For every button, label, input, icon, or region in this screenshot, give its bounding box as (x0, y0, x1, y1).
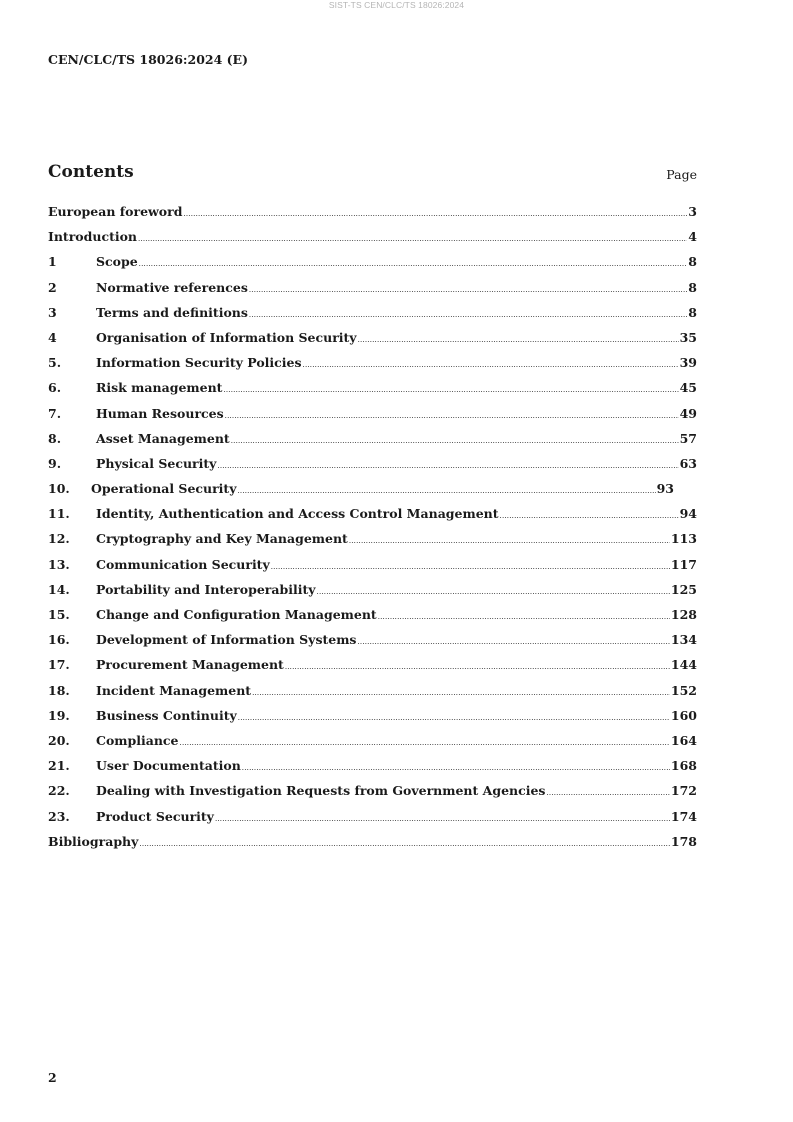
toc-entry-20[interactable] (48, 733, 697, 758)
toc-entry-number: 20. (48, 732, 70, 748)
toc-dot-leader (378, 613, 670, 621)
toc-entry-title: Scope (96, 254, 138, 270)
toc-entry-page: 57 (679, 430, 697, 446)
toc-entry-bibliography[interactable] (48, 834, 697, 859)
toc-entry-number: 5. (48, 355, 62, 371)
document-id: CEN/CLC/TS 18026:2024 (E) (48, 52, 248, 67)
toc-dot-leader (242, 764, 670, 772)
toc-entry-european-foreword[interactable] (48, 204, 697, 229)
toc-entry-page: 134 (670, 632, 697, 648)
toc-entry-number: 4 (48, 329, 57, 345)
toc-entry-page: 172 (670, 783, 697, 799)
toc-entry-number: 1 (48, 254, 57, 270)
toc-entry-14[interactable] (48, 582, 697, 607)
toc-dot-leader (271, 563, 670, 571)
toc-dot-leader (180, 739, 670, 747)
toc-entry-title: Terms and definitions (96, 304, 248, 320)
footer-page-number: 2 (48, 1070, 57, 1085)
toc-entry-title: Introduction (48, 229, 138, 245)
toc-entry-introduction[interactable] (48, 229, 697, 254)
toc-dot-leader (317, 588, 670, 596)
toc-dot-leader (249, 311, 687, 319)
page-column-label: Page (666, 167, 697, 182)
toc-dot-leader (139, 840, 670, 848)
toc-entry-page: 164 (670, 732, 697, 748)
toc-dot-leader (252, 689, 670, 697)
toc-entry-title: Human Resources (96, 405, 224, 421)
toc-entry-number: 10. (48, 481, 70, 497)
toc-dot-leader (303, 361, 679, 369)
toc-entry-number: 8. (48, 430, 62, 446)
toc-entry-21[interactable] (48, 758, 697, 783)
toc-entry-page: 8 (688, 279, 697, 295)
toc-dot-leader (217, 462, 678, 470)
toc-entry-title: Risk management (96, 380, 223, 396)
toc-entry-number: 12. (48, 531, 70, 547)
toc-entry-3[interactable] (48, 305, 697, 330)
toc-dot-leader (358, 336, 679, 344)
toc-dot-leader (237, 487, 655, 495)
toc-entry-23[interactable] (48, 809, 697, 834)
toc-entry-number: 16. (48, 632, 70, 648)
toc-entry-5[interactable] (48, 355, 697, 380)
toc-entry-page: 63 (679, 455, 697, 471)
toc-entry-13[interactable] (48, 557, 697, 582)
toc-entry-2[interactable] (48, 280, 697, 305)
toc-entry-number: 22. (48, 783, 70, 799)
toc-entry-number: 21. (48, 758, 70, 774)
toc-dot-leader (238, 714, 670, 722)
toc-entry-page: 128 (670, 607, 697, 622)
toc-entry-page: 8 (688, 254, 697, 270)
toc-entry-page: 94 (679, 506, 697, 522)
toc-entry-number: 18. (48, 682, 70, 698)
toc-entry-17[interactable] (48, 657, 697, 682)
toc-entry-title: Bibliography (48, 833, 139, 849)
contents-heading: Contents (48, 162, 134, 182)
toc-entry-number: 14. (48, 581, 70, 597)
toc-dot-leader (357, 638, 669, 646)
toc-entry-title: Physical Security (96, 455, 217, 471)
toc-entry-number: 3 (48, 304, 57, 320)
toc-entry-number: 11. (48, 506, 70, 522)
toc-entry-7[interactable] (48, 406, 697, 431)
toc-entry-title: Cryptography and Key Management (96, 531, 348, 547)
toc-entry-page: 45 (679, 380, 697, 396)
toc-entry-18[interactable] (48, 683, 697, 708)
toc-entry-number: 23. (48, 808, 70, 824)
toc-entry-page: 93 (656, 481, 674, 497)
toc-entry-title: User Documentation (96, 758, 241, 774)
toc-dot-leader (231, 437, 679, 445)
toc-entry-title: Business Continuity (96, 707, 237, 723)
toc-entry-9[interactable] (48, 456, 697, 481)
toc-entry-16[interactable] (48, 632, 697, 657)
toc-entry-1[interactable] (48, 254, 697, 279)
toc-entry-number: 9. (48, 455, 62, 471)
toc-entry-page: 35 (679, 329, 697, 345)
toc-entry-page: 144 (670, 657, 697, 673)
toc-entry-title: Compliance (96, 732, 179, 748)
toc-entry-12[interactable] (48, 531, 697, 556)
toc-dot-leader (139, 260, 688, 268)
toc-entry-page: 125 (670, 581, 697, 597)
toc-entry-title: Change and Configuration Management (96, 607, 377, 622)
toc-dot-leader (223, 386, 678, 394)
toc-entry-22[interactable] (48, 783, 697, 808)
toc-entry-title: Asset Management (96, 430, 230, 446)
toc-entry-title: Portability and Interoperability (96, 581, 316, 597)
toc-dot-leader (249, 286, 687, 294)
toc-entry-page: 113 (670, 531, 697, 547)
toc-entry-number: 19. (48, 707, 70, 723)
toc-entry-page: 4 (688, 229, 697, 245)
toc-entry-page: 160 (670, 707, 697, 723)
toc-entry-page: 178 (670, 833, 697, 849)
toc-entry-title: Product Security (96, 808, 214, 824)
toc-dot-leader (546, 789, 669, 797)
toc-dot-leader (183, 210, 687, 218)
toc-entry-number: 13. (48, 556, 70, 572)
toc-entry-page: 8 (688, 304, 697, 320)
toc-entry-number: 2 (48, 279, 57, 295)
toc-dot-leader (285, 663, 670, 671)
toc-entry-page: 152 (670, 682, 697, 698)
table-of-contents (48, 204, 697, 859)
toc-dot-leader (215, 815, 670, 823)
toc-entry-6[interactable] (48, 380, 697, 405)
toc-dot-leader (349, 537, 670, 545)
toc-dot-leader (225, 412, 679, 420)
toc-entry-page: 3 (688, 204, 697, 219)
toc-entry-title: Information Security Policies (96, 355, 302, 371)
toc-entry-title: Procurement Management (96, 657, 284, 673)
toc-entry-title: European foreword (48, 204, 183, 219)
toc-entry-number: 15. (48, 607, 70, 622)
toc-entry-15[interactable] (48, 607, 697, 632)
toc-entry-title: Incident Management (96, 682, 252, 698)
toc-entry-number: 17. (48, 657, 70, 673)
toc-entry-title: Communication Security (96, 556, 270, 572)
toc-entry-title: Normative references (96, 279, 248, 295)
toc-entry-page: 174 (670, 808, 697, 824)
toc-dot-leader (500, 512, 679, 520)
toc-entry-title: Dealing with Investigation Requests from Government Agencies (96, 783, 546, 799)
toc-entry-page: 49 (679, 405, 697, 421)
toc-entry-8[interactable] (48, 431, 697, 456)
toc-entry-title: Identity, Authentication and Access Control Management (96, 506, 499, 522)
toc-entry-page: 39 (679, 355, 697, 371)
toc-entry-title: Operational Security (91, 481, 237, 497)
toc-entry-title: Organisation of Information Security (96, 329, 357, 345)
watermark: SIST-TS CEN/CLC/TS 18026:2024 (328, 0, 465, 10)
toc-entry-title: Development of Information Systems (96, 632, 357, 648)
toc-entry-4[interactable] (48, 330, 697, 355)
toc-entry-page: 168 (670, 758, 697, 774)
toc-entry-11[interactable] (48, 506, 697, 531)
toc-entry-19[interactable] (48, 708, 697, 733)
toc-entry-number: 7. (48, 405, 62, 421)
toc-entry-number: 6. (48, 380, 62, 396)
toc-dot-leader (138, 235, 687, 243)
toc-entry-page: 117 (670, 556, 697, 572)
toc-entry-10[interactable] (48, 481, 674, 506)
